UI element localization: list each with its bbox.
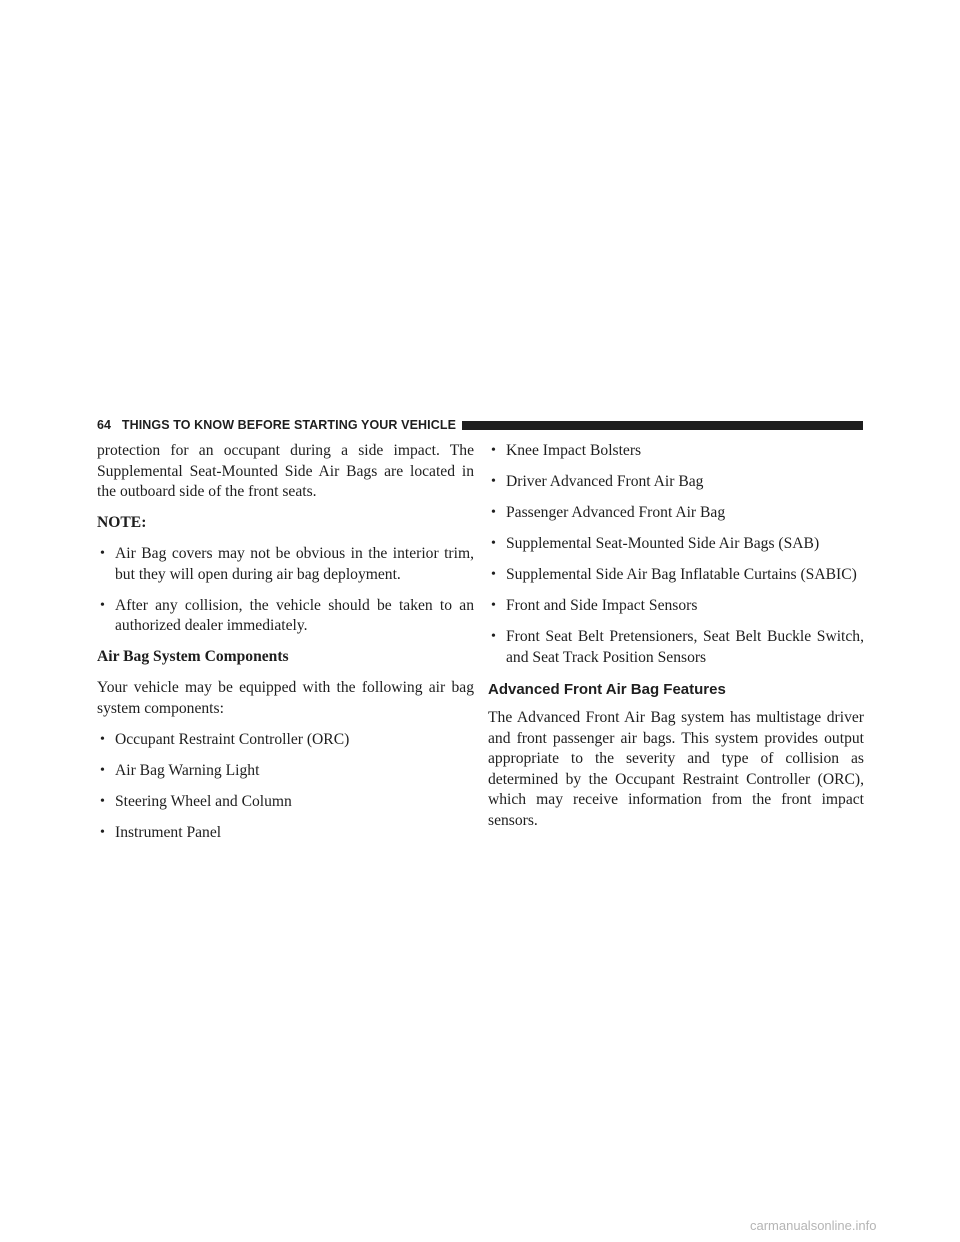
component-text: Air Bag Warning Light <box>115 761 260 779</box>
note-bullet-2 <box>97 596 474 637</box>
bullet-icon: • <box>100 824 105 840</box>
note-bullet-text: Air Bag covers may not be obvious in the interior trim, but they will open during air bag deployment. <box>115 545 474 583</box>
bullet-icon: • <box>100 793 105 809</box>
bullet-icon: • <box>491 629 496 644</box>
note-bullet-1 <box>97 544 474 585</box>
bullet-icon: • <box>491 598 496 613</box>
header-rule <box>462 421 863 430</box>
note-label: NOTE: <box>97 514 147 531</box>
running-title: THINGS TO KNOW BEFORE STARTING YOUR VEHICLE <box>121 418 457 432</box>
bullet-icon: • <box>100 731 105 747</box>
component-text: Front and Side Impact Sensors <box>506 597 698 614</box>
component-text: Driver Advanced Front Air Bag <box>506 473 704 490</box>
component-item <box>97 792 474 813</box>
running-header <box>97 417 863 433</box>
page-number: 64 <box>97 418 112 432</box>
component-item <box>488 441 864 462</box>
component-item <box>97 823 474 844</box>
component-text: Passenger Advanced Front Air Bag <box>506 504 726 521</box>
bullet-icon: • <box>100 762 105 778</box>
component-text: Supplemental Seat-Mounted Side Air Bags (SAB) <box>506 535 820 552</box>
bullet-icon: • <box>491 536 496 551</box>
component-item <box>488 472 864 493</box>
bullet-icon: • <box>491 474 496 489</box>
component-text: Steering Wheel and Column <box>115 792 292 810</box>
watermark: carmanualsonline.info <box>750 1218 877 1233</box>
component-item <box>488 534 864 555</box>
component-item <box>97 761 474 782</box>
left-column <box>97 441 474 843</box>
component-item <box>488 596 864 617</box>
bullet-icon: • <box>491 443 496 458</box>
note-bullet-text: After any collision, the vehicle should be taken to an authorized dealer immediately. <box>115 596 474 634</box>
component-item <box>97 730 474 751</box>
intro-paragraph: protection for an occupant during a side impact. The Supplemental Seat-Mounted Side Air Bags are located in the outboard side of the front seats. <box>97 442 474 500</box>
component-text: Supplemental Side Air Bag Inflatable Curtains (SABIC) <box>506 566 857 583</box>
components-intro: Your vehicle may be equipped with the following air bag system components: <box>97 679 474 717</box>
right-column <box>488 441 864 831</box>
component-item <box>488 565 864 586</box>
bullet-icon: • <box>491 505 496 520</box>
section-paragraph: The Advanced Front Air Bag system has multistage driver and front passenger air bags. This system provides output appropriate to the severity and type of collision as determined by the Occupant Restraint Controller (ORC), which may receive information from the front impact sensors. <box>488 709 864 829</box>
component-item <box>488 627 864 668</box>
bullet-icon: • <box>100 597 105 613</box>
component-item <box>488 503 864 524</box>
component-text: Occupant Restraint Controller (ORC) <box>115 730 350 748</box>
component-text: Instrument Panel <box>115 823 222 841</box>
section-heading: Advanced Front Air Bag Features <box>488 681 726 698</box>
header-text <box>97 418 456 432</box>
component-text: Front Seat Belt Pretensioners, Seat Belt Buckle Switch, and Seat Track Position Sensors <box>506 628 864 666</box>
bullet-icon: • <box>100 546 105 561</box>
components-subheading: Air Bag System Components <box>97 648 289 665</box>
bullet-icon: • <box>491 567 496 582</box>
component-text: Knee Impact Bolsters <box>506 442 642 459</box>
